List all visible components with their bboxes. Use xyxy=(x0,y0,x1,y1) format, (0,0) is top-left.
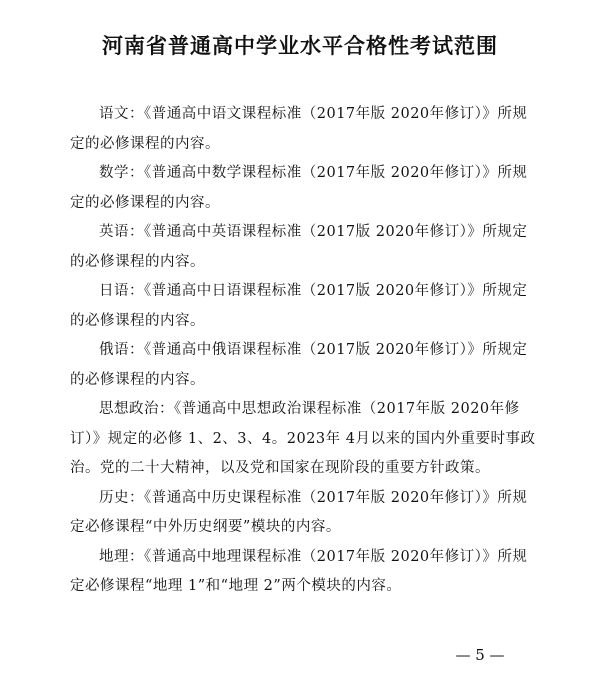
document-title: 河南省普通高中学业水平合格性考试范围 xyxy=(102,34,498,58)
document-body xyxy=(70,100,540,602)
paragraph-russian: 俄语：《普通高中俄语课程标准（2017版 2020年修订）》所规定的必修课程的内容。 xyxy=(70,342,528,388)
paragraph-chinese: 语文：《普通高中语文课程标准（2017年版 2020年修订）》所规定的必修课程的内容。 xyxy=(70,106,528,152)
paragraph-math: 数学：《普通高中数学课程标准（2017年版 2020年修订）》所规定的必修课程的内容。 xyxy=(70,165,528,211)
page-number: — 5 — xyxy=(455,646,505,664)
paragraph-japanese: 日语：《普通高中日语课程标准（2017版 2020年修订）》所规定的必修课程的内容。 xyxy=(70,283,528,329)
paragraph-english: 英语：《普通高中英语课程标准（2017版 2020年修订）》所规定的必修课程的内容。 xyxy=(70,224,528,270)
paragraph-geography: 地理：《普通高中地理课程标准（2017年版 2020年修订）》所规定必修课程“地理 1”和“地理 2”两个模块的内容。 xyxy=(70,548,528,594)
paragraph-politics: 思想政治：《普通高中思想政治课程标准（2017年版 2020年修订）》规定的必修 1、2、3、4。2023年 4月以来的国内外重要时事政治。党的二十大精神，以及党和国家在现阶段的重要方针政策。 xyxy=(70,401,536,476)
page-number-row xyxy=(0,646,600,664)
paragraph-history: 历史：《普通高中历史课程标准（2017年版 2020年修订）》所规定必修课程“中外历史纲要”模块的内容。 xyxy=(70,489,528,535)
